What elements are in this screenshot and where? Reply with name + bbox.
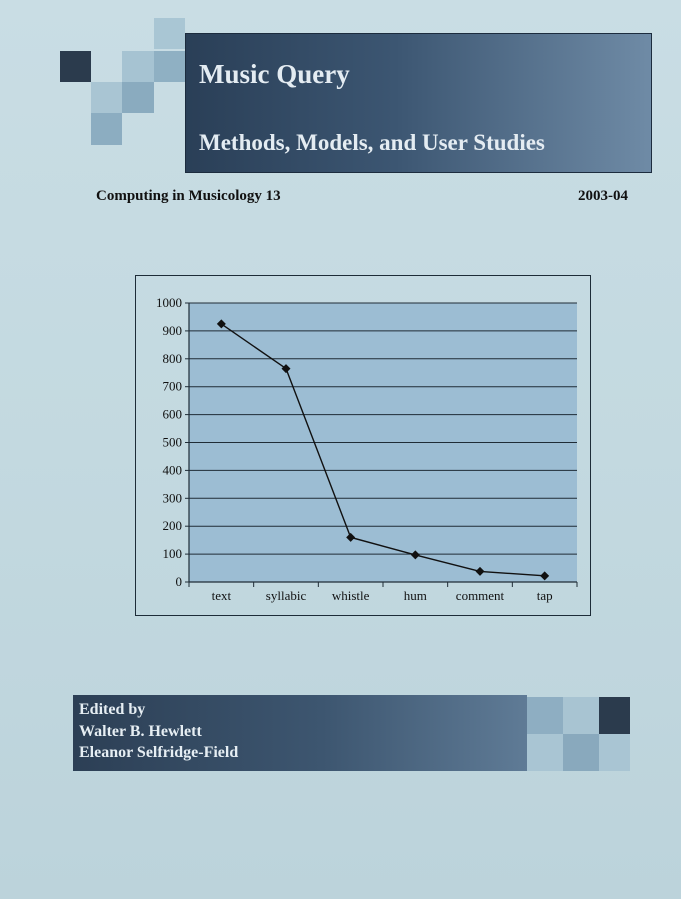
- book-subtitle: Methods, Models, and User Studies: [199, 130, 545, 155]
- y-tick-label: 0: [175, 574, 182, 589]
- decor-square: [599, 734, 630, 771]
- line-chart: [136, 276, 589, 614]
- publication-year: 2003-04: [578, 188, 628, 204]
- y-tick-label: 500: [162, 434, 182, 450]
- decor-square: [154, 51, 185, 82]
- editors-block: [73, 695, 527, 771]
- decor-square: [122, 82, 154, 113]
- x-tick-label: tap: [536, 588, 553, 603]
- series-name: Computing in Musicology 13: [96, 188, 281, 204]
- decor-square: [527, 734, 563, 771]
- chart-frame: [135, 275, 591, 616]
- y-tick-label: 200: [162, 518, 182, 534]
- y-tick-label: 600: [162, 406, 182, 422]
- y-tick-label: 900: [162, 322, 182, 338]
- x-tick-label: text: [211, 588, 232, 603]
- editor-name: Eleanor Selfridge-Field: [79, 744, 239, 761]
- y-tick-label: 800: [162, 350, 182, 366]
- x-tick-label: syllabic: [265, 588, 307, 603]
- y-tick-label: 1000: [156, 295, 182, 310]
- editor-name: Walter B. Hewlett: [79, 723, 202, 740]
- decor-square: [563, 734, 599, 771]
- y-tick-label: 400: [162, 462, 182, 478]
- y-tick-label: 100: [162, 546, 182, 562]
- editors-label: Edited by: [79, 701, 146, 718]
- book-title: Music Query: [199, 59, 350, 89]
- title-block: [185, 33, 652, 173]
- x-tick-label: comment: [455, 588, 505, 603]
- y-tick-label: 300: [162, 490, 182, 506]
- decor-square: [527, 697, 563, 734]
- x-tick-label: hum: [403, 588, 427, 603]
- x-tick-label: whistle: [331, 588, 370, 603]
- y-tick-label: 700: [162, 378, 182, 394]
- decor-square: [154, 18, 185, 49]
- decor-square: [122, 51, 154, 82]
- decor-square: [91, 113, 122, 145]
- decor-square-dark: [599, 697, 630, 734]
- decor-square-dark: [60, 51, 91, 82]
- decor-square: [563, 697, 599, 734]
- decor-square: [91, 82, 122, 113]
